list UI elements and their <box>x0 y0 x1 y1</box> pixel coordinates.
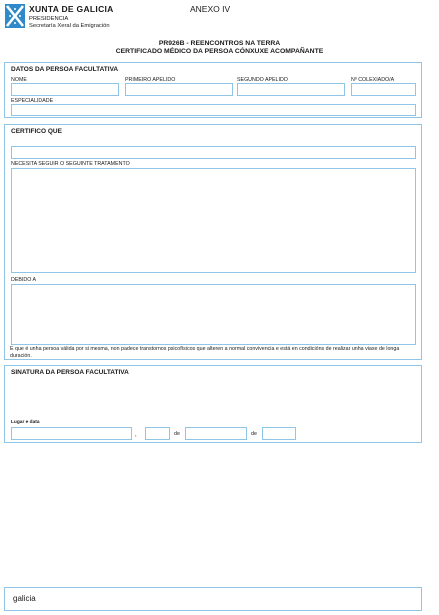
galicia-brand: galicia <box>13 594 36 603</box>
procedure-code: PR926B - REENCONTROS NA TERRA <box>158 40 281 47</box>
signature-section <box>4 365 422 443</box>
document-title: CERTIFICADO MÉDICO DA PERSOA CÓNXUXE ACOMPAÑANTE <box>115 48 324 55</box>
place-date-label: Lugar e data <box>11 420 40 425</box>
member-number-field[interactable] <box>351 83 416 96</box>
doctor-data-section <box>4 62 422 118</box>
logo-department: PRESIDENCIA <box>29 16 69 22</box>
name-label: NOME <box>11 77 27 83</box>
de-separator-2: de <box>251 431 257 437</box>
treatment-label: NECESITA SEGUIR O SEGUINTE TRATAMENTO <box>11 161 130 167</box>
certify-section-title: CERTIFICO QUE <box>11 128 62 135</box>
treatment-textarea[interactable] <box>11 168 416 273</box>
signature-section-title: SINATURA DA PERSOA FACULTATIVA <box>11 369 129 376</box>
validity-statement: E que é unha persoa válida por si mesma, non padece transtornos psicofísicos que alteren a normal convivencia e está en condicións de realizar unha viaxe de longa duración. <box>10 346 400 359</box>
xunta-logo <box>5 4 115 32</box>
member-number-label: Nº COLEXIADO/A <box>351 77 395 83</box>
certify-section <box>4 124 422 360</box>
comma-separator: , <box>135 432 137 438</box>
name-field[interactable] <box>11 83 119 96</box>
month-field[interactable] <box>185 427 247 440</box>
place-field[interactable] <box>11 427 132 440</box>
first-surname-field[interactable] <box>125 83 233 96</box>
year-field[interactable] <box>262 427 296 440</box>
first-surname-label: PRIMEIRO APELIDO <box>125 77 176 83</box>
specialty-field[interactable] <box>11 104 416 116</box>
annex-label: ANEXO IV <box>190 4 231 14</box>
doctor-section-title: DATOS DA PERSOA FACULTATIVA <box>11 66 119 73</box>
logo-secretariat: Secretaría Xeral da Emigración <box>29 23 110 29</box>
specialty-label: ESPECIALIDADE <box>11 98 54 104</box>
second-surname-field[interactable] <box>237 83 345 96</box>
xunta-cross-emblem-icon <box>5 4 25 28</box>
due-to-textarea[interactable] <box>11 284 416 345</box>
certify-field[interactable] <box>11 146 416 159</box>
due-to-label: DEBIDO A <box>11 277 37 283</box>
footer-bar <box>4 587 422 611</box>
day-field[interactable] <box>145 427 170 440</box>
logo-title: XUNTA DE GALICIA <box>29 4 114 14</box>
de-separator-1: de <box>174 431 180 437</box>
second-surname-label: SEGUNDO APELIDO <box>237 77 288 83</box>
